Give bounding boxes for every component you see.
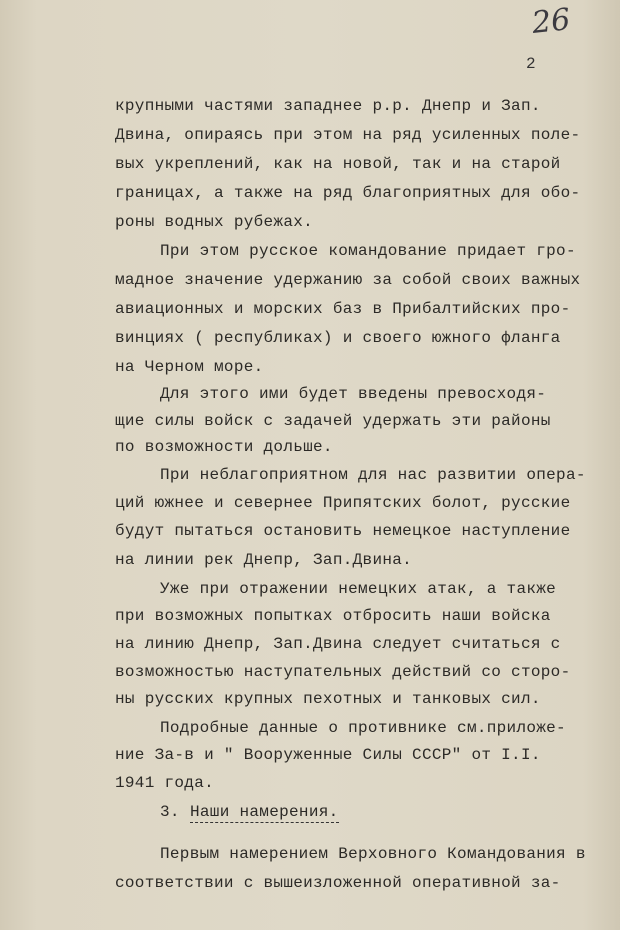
text-line: ций южнее и севернее Припятских болот, русские [115,494,571,512]
text-line: роны водных рубежах. [115,213,314,231]
text-line: на линию Днепр, Зап.Двина следует считаться с [115,635,561,653]
text-line: При этом русское командование придает гро- [160,242,576,260]
text-line: 1941 года. [115,774,215,792]
text-line: Подробные данные о противнике см.приложе- [160,719,566,737]
text-line: ны русских крупных пехотных и танковых сил. [115,690,541,708]
text-line: Для этого ими будет введены превосходя- [160,385,547,403]
text-line: при возможных попытках отбросить наши войска [115,607,551,625]
text-line: возможностью наступательных действий со сторо- [115,663,571,681]
section-heading: Наши намерения. [190,803,339,821]
text-line: по возможности дольше. [115,438,333,456]
text-line: щие силы войск с задачей удержать эти районы [115,412,551,430]
text-line: вых укреплений, как на новой, так и на старой [115,155,561,173]
archive-page-number: 26 [530,2,572,41]
text-line: ние За-в и " Вооруженные Силы СССР" от I.I. [115,746,541,764]
text-line: границах, а также на ряд благоприятных для обо- [115,184,581,202]
text-line: Двина, опираясь при этом на ряд усиленных поле- [115,126,581,144]
text-line: соответствии с вышеизложенной оперативной за- [115,874,561,892]
section-number: 3. [160,803,180,821]
text-line: будут пытаться остановить немецкое наступление [115,522,571,540]
page-number: 2 [526,55,536,73]
text-line: Уже при отражении немецких атак, а также [160,580,557,598]
text-line: мадное значение удержанию за собой своих важных [115,271,581,289]
text-line: на Черном море. [115,358,264,376]
text-line: При неблагоприятном для нас развитии опера- [160,466,586,484]
text-line: крупными частями западнее р.р. Днепр и Зап. [115,97,541,115]
text-line: винциях ( республиках) и своего южного фланга [115,329,561,347]
text-line: авиационных и морских баз в Прибалтийских про- [115,300,571,318]
text-line: на линии рек Днепр, Зап.Двина. [115,551,413,569]
text-line: Первым намерением Верховного Командования в [160,845,586,863]
